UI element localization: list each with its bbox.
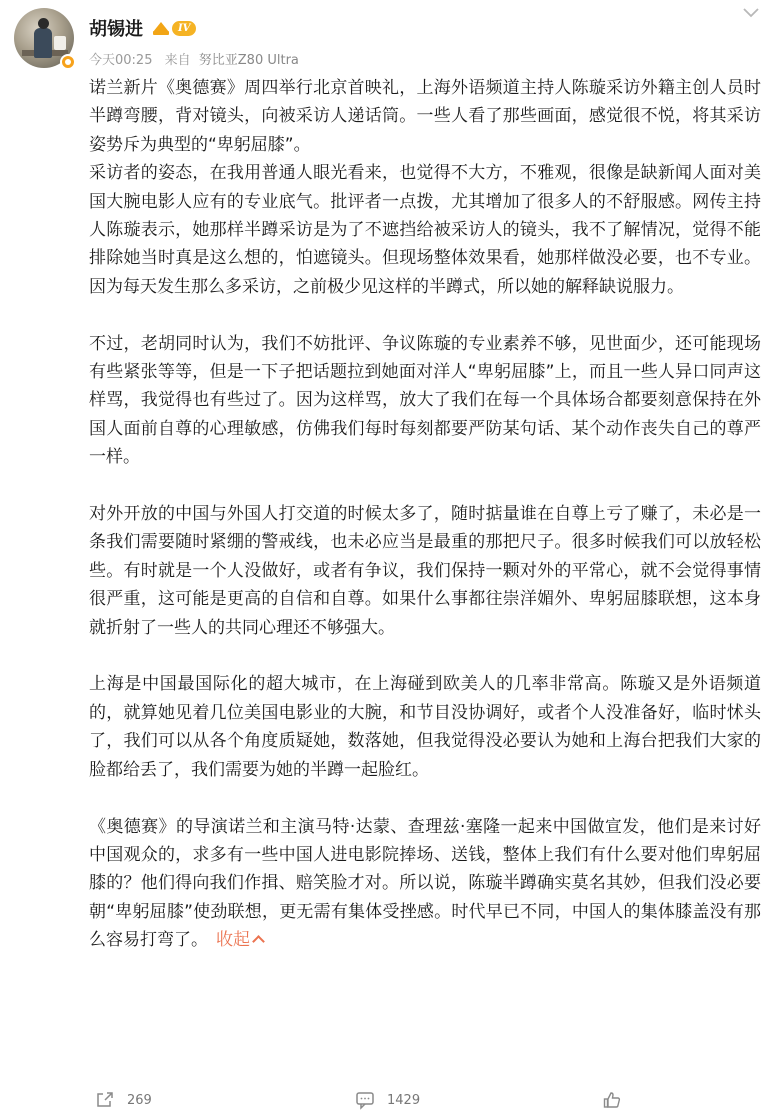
avatar-paper-shape xyxy=(54,36,66,50)
source-device[interactable]: 努比亚Z80 Ultra xyxy=(198,53,299,68)
source-prefix: 来自 xyxy=(164,53,191,68)
share-icon xyxy=(95,1090,115,1110)
crown-icon xyxy=(152,20,170,36)
comment-count: 1429 xyxy=(387,1092,421,1108)
avatar-figure-head xyxy=(38,18,49,29)
comment-button[interactable] xyxy=(355,1090,420,1110)
post-meta xyxy=(89,49,299,68)
share-button[interactable] xyxy=(95,1090,152,1110)
chevron-down-icon xyxy=(743,8,759,18)
like-button[interactable] xyxy=(602,1090,622,1110)
paragraph: 诺兰新片《奥德赛》周四举行北京首映礼，上海外语频道主持人陈璇采访外籍主创人员时半蹲弯腰，背对镜头，向被采访人递话筒。一些人看了那些画面，感觉很不悦，将其采访姿势斥为典型的“卑躬屈膝”。 xyxy=(89,78,761,155)
paragraph-text: 《奥德赛》的导演诺兰和主演马特·达蒙、查理兹·塞隆一起来中国做宣发，他们是来讨好中国观众的，求多有一些中国人进电影院捧场、送钱，整体上我们有什么要对他们卑躬屈膝的？他们得向我们作揖、赔笑脸才对。所以说，陈璇半蹲确实莫名其妙，但我们没必要朝“卑躬屈膝”使劲联想，更无需有集体受挫感。时代早已不同，中国人的集体膝盖没有那么容易打弯了。 xyxy=(89,816,761,951)
action-bar xyxy=(89,1086,761,1114)
avatar-figure-body xyxy=(34,28,52,58)
paragraph-last xyxy=(89,813,761,955)
paragraph: 采访者的姿态，在我用普通人眼光看来，也觉得不大方，不雅观，很像是缺新闻人面对美国大腕电影人应有的专业底气。批评者一点拨，尤其增加了很多人的不舒服感。网传主持人陈璇表示，她那样半蹲采访是为了不遮挡给被采访人的镜头，我不了解情况，觉得不能排除她当时真是这么想的，怕遮镜头。但现场整体效果看，她那样做没必要，也不专业。因为每天发生那么多采访，之前极少见这样的半蹲式，所以她的解释缺说服力。 xyxy=(89,163,761,297)
paragraph: 对外开放的中国与外国人打交道的时候太多了，随时掂量谁在自尊上亏了赚了，未必是一条我们需要随时紧绷的警戒线，也未必应当是最重的那把尺子。很多时候我们可以放轻松些。有时就是一个人没做好，或者有争议，我们保持一颗对外的平常心，就不会觉得事情很严重，这可能是更高的自信和自尊。如果什么事都往崇洋媚外、卑躬屈膝联想，这本身就折射了一些人的共同心理还不够强大。 xyxy=(89,504,761,638)
verified-badge-icon xyxy=(60,54,76,70)
author-name[interactable]: 胡锡进 xyxy=(89,19,143,40)
more-menu-button[interactable] xyxy=(741,4,761,22)
collapse-link[interactable] xyxy=(216,930,263,950)
level-badge[interactable] xyxy=(152,19,198,37)
chevron-up-icon xyxy=(252,935,265,948)
like-icon xyxy=(602,1090,622,1110)
comment-icon xyxy=(355,1090,375,1110)
collapse-label: 收起 xyxy=(216,930,250,951)
share-count: 269 xyxy=(127,1092,152,1108)
post-time[interactable]: 今天00:25 xyxy=(89,53,153,68)
level-label: IV xyxy=(172,21,196,36)
paragraph: 不过，老胡同时认为，我们不妨批评、争议陈璇的专业素养不够，见世面少，还可能现场有些紧张等等，但是一下子把话题拉到她面对洋人“卑躬屈膝”上，而且一些人异口同声这样骂，我觉得也有些过了。因为这样骂，放大了我们在每一个具体场合都要刻意保持在外国人面前自尊的心理敏感，仿佛我们每时每刻都要严防某句话、某个动作丧失自己的尊严一样。 xyxy=(89,333,761,468)
paragraph: 上海是中国最国际化的超大城市，在上海碰到欧美人的几率非常高。陈璇又是外语频道的，就算她见着几位美国电影业的大腕，和节目没协调好，或者个人没准备好，临时怵头了，我们可以从各个角度质疑她，数落她，但我觉得没必要认为她和上海台把我们大家的脸都给丢了，我们需要为她的半蹲一起脸红。 xyxy=(89,674,761,780)
post-content xyxy=(89,74,761,955)
